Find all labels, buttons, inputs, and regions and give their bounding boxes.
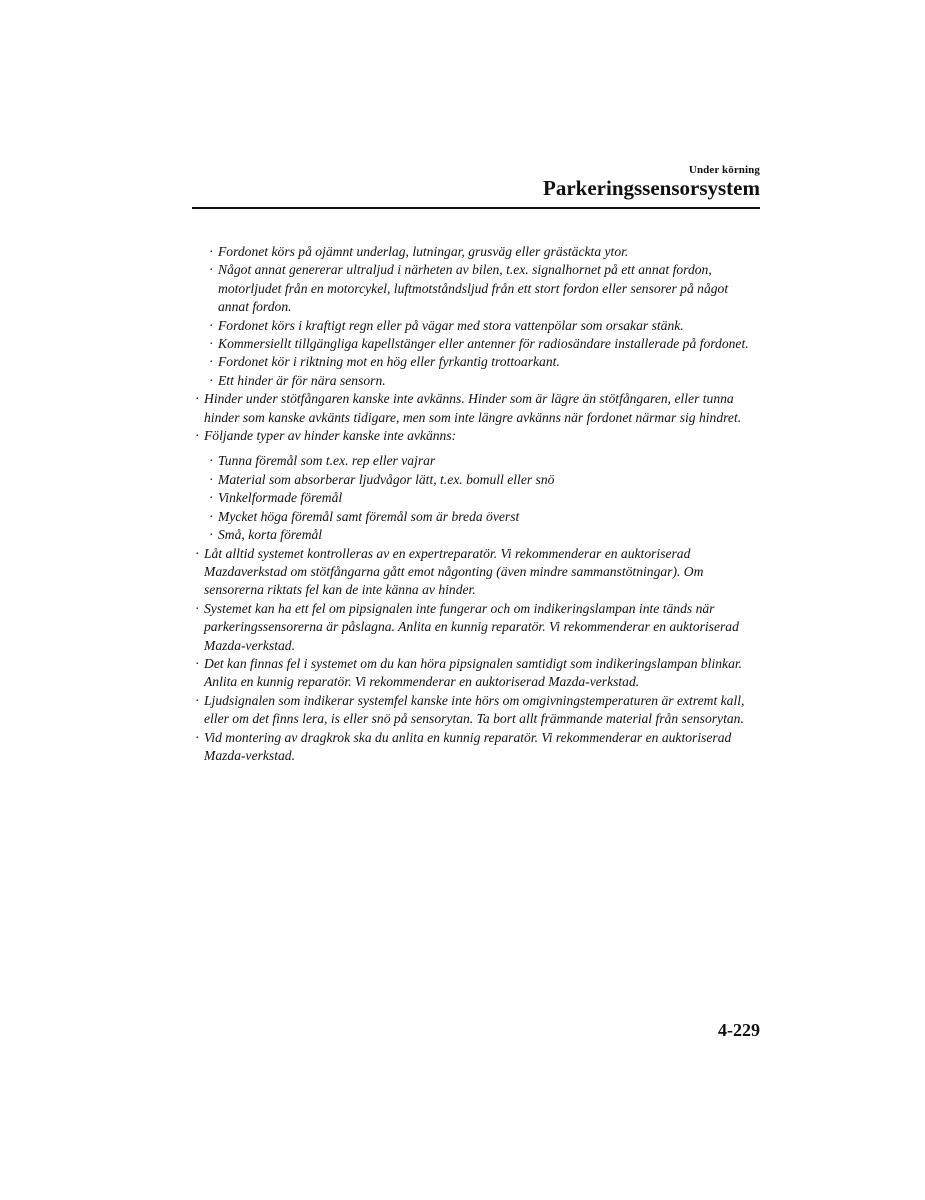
list-item: · Material som absorberar ljudvågor lätt, t.ex. bomull eller snö (209, 471, 761, 489)
page-title: Parkeringssensorsystem (543, 176, 760, 200)
list-item: · Fordonet körs på ojämnt underlag, lutningar, grusväg eller grästäckta ytor. (209, 243, 761, 261)
list-item: · Tunna föremål som t.ex. rep eller vajrar (209, 452, 761, 470)
heading-divider (192, 207, 760, 209)
obstacle-types-sublist (195, 452, 761, 544)
list-item: · Det kan finnas fel i systemet om du kan höra pipsignalen samtidigt som indikeringslampan blinkar. Anlita en kunnig reparatör. Vi rekommenderar en auktoriserad Mazda-verkstad. (195, 655, 761, 692)
main-content (195, 243, 761, 765)
list-item: · Ett hinder är för nära sensorn. (209, 372, 761, 390)
page-number: 4-229 (718, 1020, 760, 1040)
section-label: Under körning (688, 164, 760, 176)
main-list (195, 390, 761, 445)
main-list-continued (195, 545, 761, 766)
list-item: · Något annat genererar ultraljud i närheten av bilen, t.ex. signalhornet på ett annat fordon, motorljudet från en motorcykel, luftmotståndsljud från ett stort fordon eller sensorer på något annat fordon. (209, 261, 761, 316)
list-item: · Fordonet kör i riktning mot en hög eller fyrkantig trottoarkant. (209, 353, 761, 371)
list-item: · Kommersiellt tillgängliga kapellstänger eller antenner för radiosändare installerade på fordonet. (209, 335, 761, 353)
conditions-sublist (195, 243, 761, 390)
list-item: · Låt alltid systemet kontrolleras av en expertreparatör. Vi rekommenderar en auktoriserad Mazdaverkstad om stötfångarna gått emot någonting (även mindre sammanstötningar). Om sensorerna riktats fel kan de inte känna av hinder. (195, 545, 761, 600)
list-item: · Vinkelformade föremål (209, 489, 761, 507)
list-item: · Fordonet körs i kraftigt regn eller på vägar med stora vattenpölar som orsakar stänk. (209, 317, 761, 335)
list-item: · Systemet kan ha ett fel om pipsignalen inte fungerar och om indikeringslampan inte tänds när parkeringssensorerna är påslagna. Anlita en kunnig reparatör. Vi rekommenderar en auktoriserad Mazda-verkstad. (195, 600, 761, 655)
list-item: · Följande typer av hinder kanske inte avkänns: (195, 427, 761, 445)
list-item: · Ljudsignalen som indikerar systemfel kanske inte hörs om omgivningstemperaturen är extremt kall, eller om det finns lera, is eller snö på sensorytan. Ta bort allt främmande material från sensorytan. (195, 692, 761, 729)
list-item: · Små, korta föremål (209, 526, 761, 544)
list-item: · Vid montering av dragkrok ska du anlita en kunnig reparatör. Vi rekommenderar en auktoriserad Mazda-verkstad. (195, 729, 761, 766)
list-item: · Mycket höga föremål samt föremål som är breda överst (209, 508, 761, 526)
list-item: · Hinder under stötfångaren kanske inte avkänns. Hinder som är lägre än stötfångaren, eller tunna hinder som kanske avkänts tidigare, men som inte längre avkänns när fordonet närmar sig hindret. (195, 390, 761, 427)
